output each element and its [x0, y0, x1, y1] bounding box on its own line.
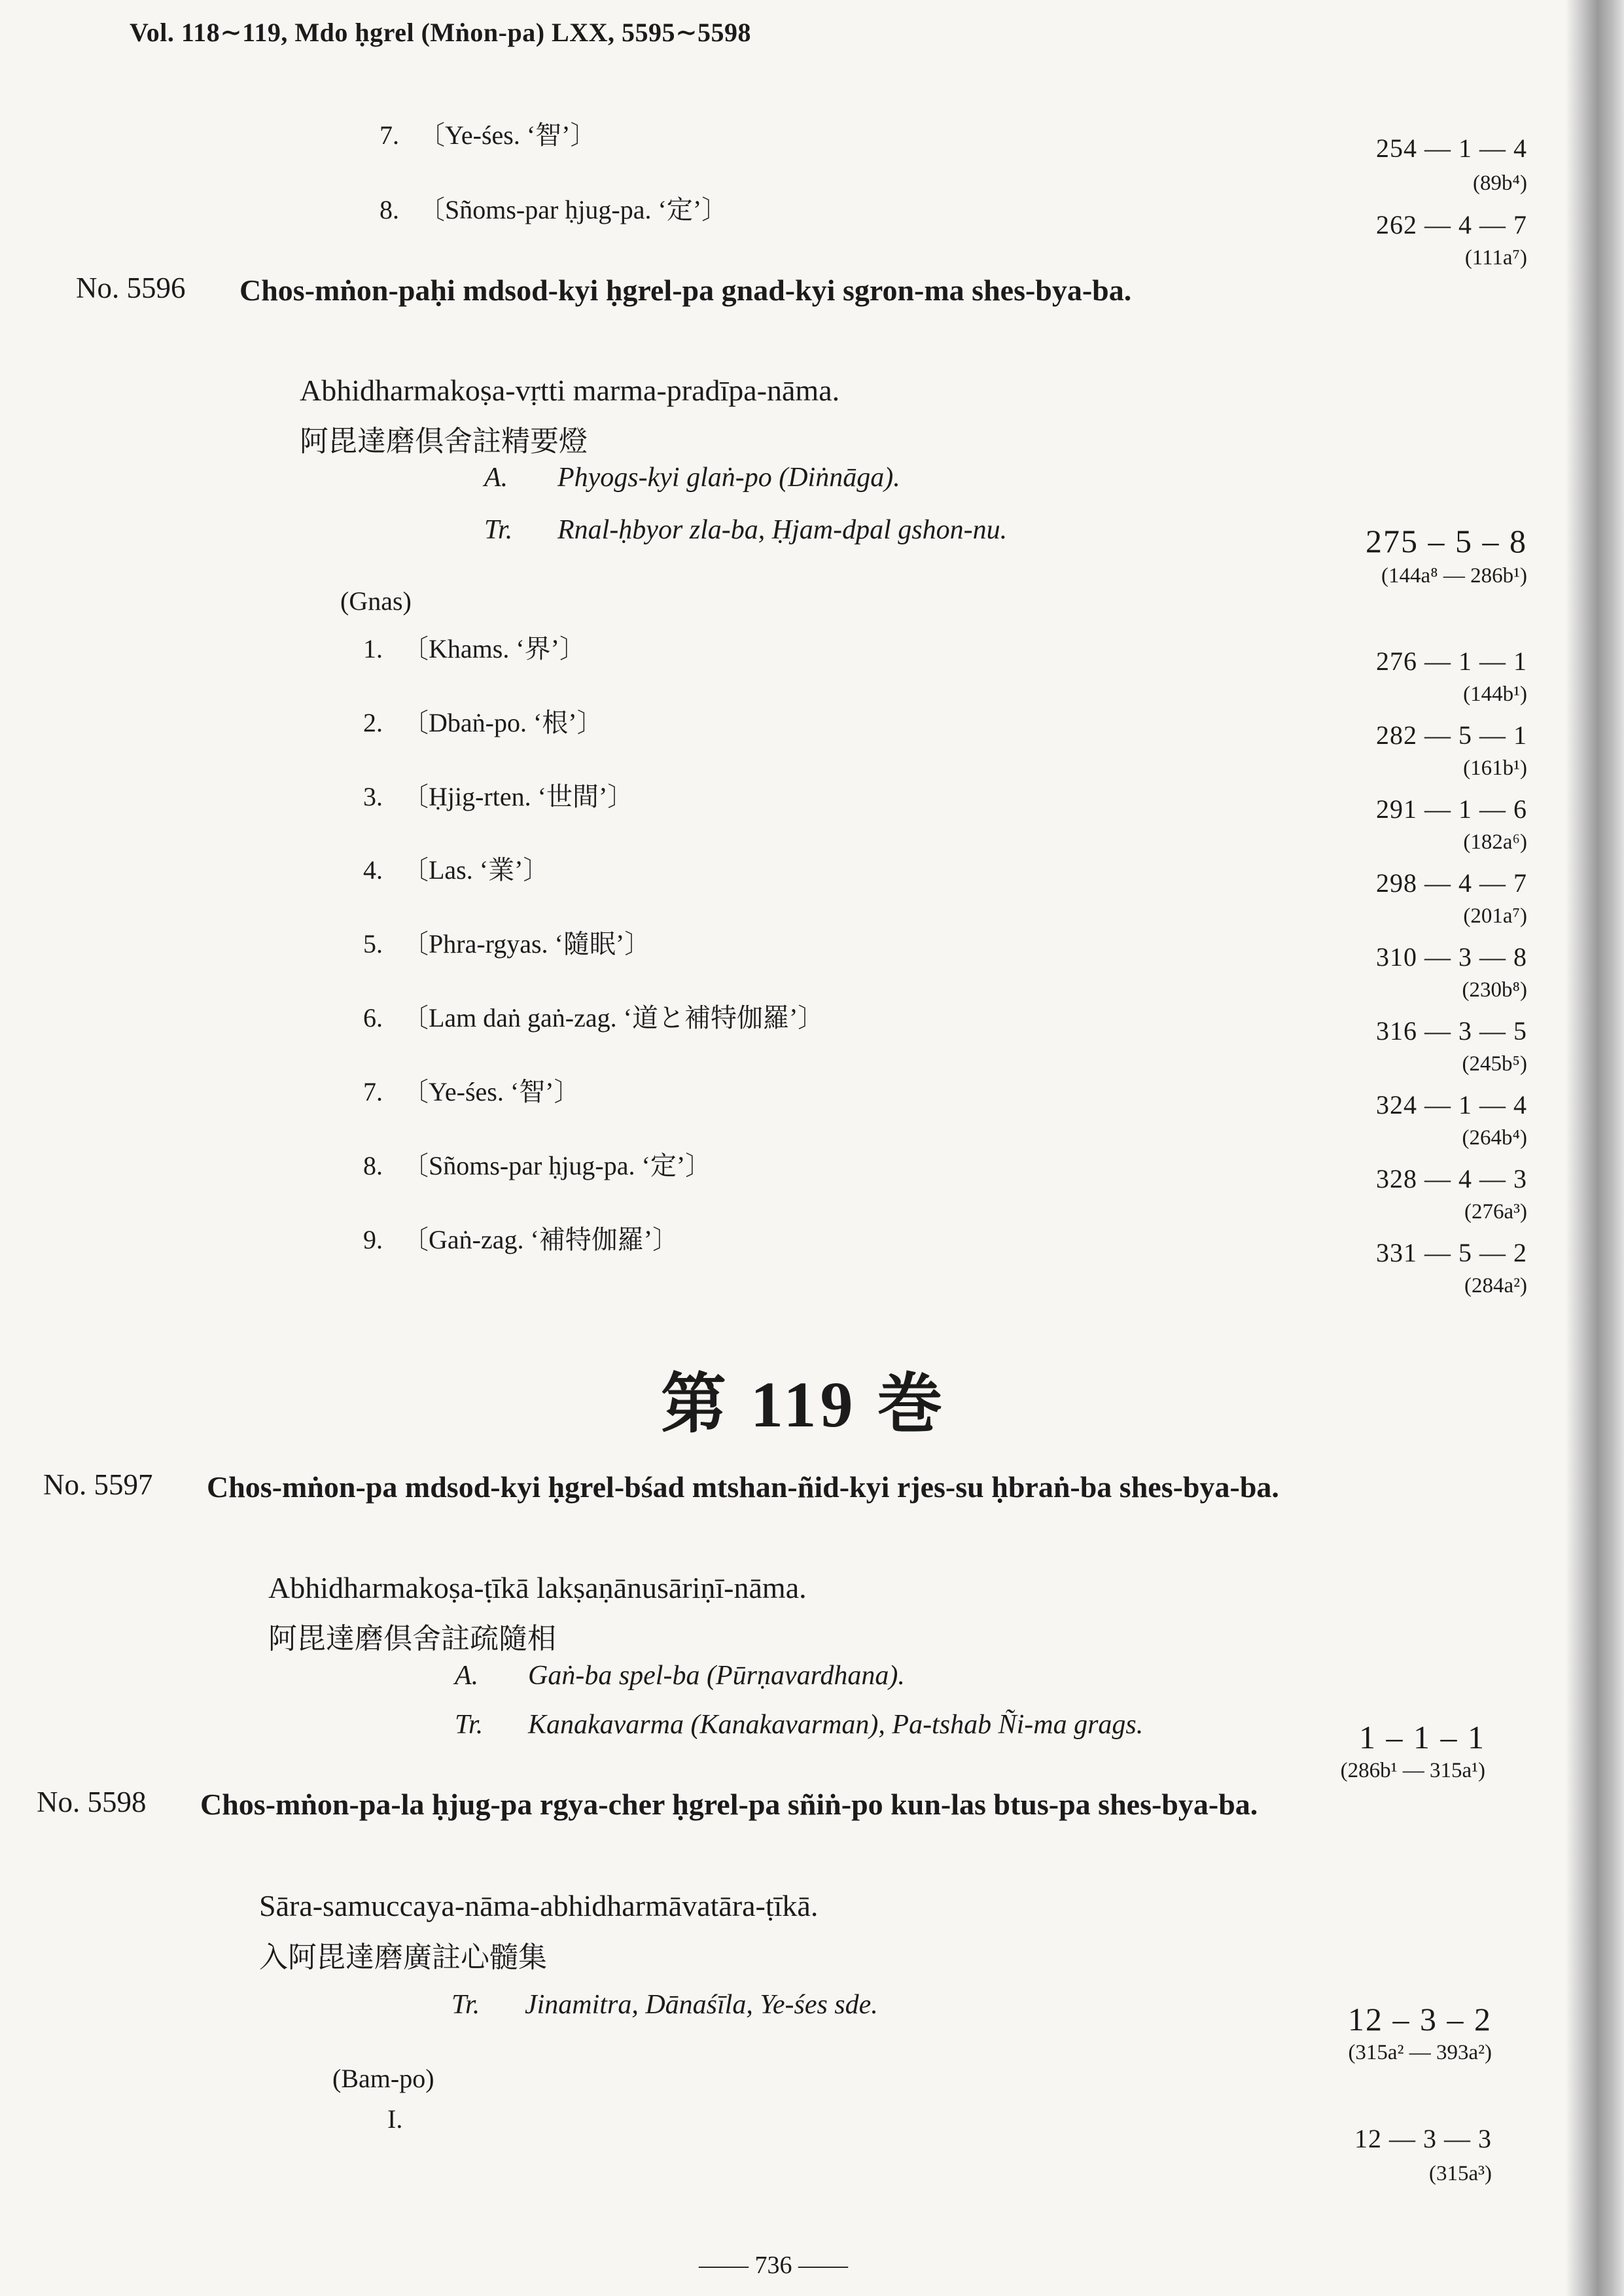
folio-ref: (315a² — 393a²): [1348, 2041, 1492, 2064]
section-label: (Gnas): [340, 586, 412, 616]
page-number: —— 736 ——: [699, 2252, 848, 2279]
list-item: 3. 〔Ḥjig-rten. ‘世間’〕: [363, 782, 634, 811]
translator-line: Tr. Rnal-ḥbyor zla-ba, Ḥjam-dpal gshon-nu.: [484, 515, 1008, 545]
volume-ref: 324 — 1 — 4: [1376, 1090, 1527, 1120]
folio-ref: (144b¹): [1463, 682, 1527, 706]
folio-ref: (89b⁴): [1473, 171, 1527, 195]
entry-number: No. 5598: [37, 1786, 147, 1818]
volume-ref: 275 – 5 – 8: [1366, 523, 1527, 559]
list-item: 9. 〔Gaṅ-zag. ‘補特伽羅’〕: [363, 1225, 679, 1254]
folio-ref: (286b¹ — 315a¹): [1340, 1759, 1485, 1782]
sanskrit-title: Sāra-samuccaya-nāma-abhidharmāvatāra-ṭīkā.: [259, 1889, 819, 1922]
volume-ref: 298 — 4 — 7: [1376, 868, 1527, 898]
folio-ref: (144a⁸ — 286b¹): [1381, 564, 1527, 588]
folio-ref: (284a²): [1464, 1274, 1527, 1298]
volume-ref: 282 — 5 — 1: [1376, 720, 1527, 750]
list-item: 5. 〔Phra-rgyas. ‘隨眠’〕: [363, 929, 651, 959]
volume-ref: 1 – 1 – 1: [1359, 1719, 1485, 1756]
list-item: 1. 〔Khams. ‘界’〕: [363, 634, 586, 663]
list-item: 4. 〔Las. ‘業’〕: [363, 855, 550, 885]
volume-ref: 12 — 3 — 3: [1354, 2124, 1492, 2153]
sanskrit-title: Abhidharmakoṣa-vṛtti marma-pradīpa-nāma.: [300, 374, 840, 407]
translator-line: Tr. Jinamitra, Dānaśīla, Ye-śes sde.: [451, 1990, 878, 2020]
chinese-title: 入阿毘達磨廣註心髓集: [259, 1941, 547, 1974]
volume-ref: 328 — 4 — 3: [1376, 1164, 1527, 1193]
entry-number: No. 5597: [43, 1468, 153, 1501]
list-item: 8. 〔Sñoms-par ḥjug-pa. ‘定’〕: [363, 1151, 712, 1180]
list-item: 6. 〔Lam daṅ gaṅ-zag. ‘道と補特伽羅’〕: [363, 1003, 824, 1033]
folio-ref: (315a³): [1428, 2162, 1492, 2185]
folio-ref: (201a⁷): [1463, 904, 1527, 928]
volume-ref: 291 — 1 — 6: [1376, 794, 1527, 824]
folio-ref: (276a³): [1464, 1200, 1527, 1224]
volume-ref: 310 — 3 — 8: [1376, 942, 1527, 972]
folio-ref: (264b⁴): [1462, 1126, 1527, 1150]
folio-ref: (111a⁷): [1464, 246, 1527, 270]
volume-ref: 254 — 1 — 4: [1376, 133, 1527, 163]
entry-title: Chos-mṅon-pa mdsod-kyi ḥgrel-bśad mtshan-ñid-kyi rjes-su ḥbraṅ-ba shes-bya-ba.: [207, 1470, 1279, 1504]
entry-title: Chos-mṅon-pa-la ḥjug-pa rgya-cher ḥgrel-pa sñiṅ-po kun-las btus-pa shes-bya-ba.: [200, 1788, 1258, 1821]
list-item: I.: [387, 2104, 403, 2134]
running-header: Vol. 118∼119, Mdo ḥgrel (Mṅon-pa) LXX, 5595∼5598: [130, 18, 751, 47]
author-line: A. Phyogs-kyi glaṅ-po (Diṅnāga).: [484, 463, 900, 493]
entry-title: Chos-mṅon-paḥi mdsod-kyi ḥgrel-pa gnad-kyi sgron-ma shes-bya-ba.: [239, 274, 1132, 307]
list-item: 7. 〔Ye-śes. ‘智’〕: [380, 120, 597, 150]
entry-number: No. 5596: [76, 272, 186, 304]
folio-ref: (230b⁸): [1462, 978, 1527, 1002]
list-item: 8. 〔Sñoms-par ḥjug-pa. ‘定’〕: [380, 195, 728, 224]
chinese-title: 阿毘達磨倶舍註疏隨相: [268, 1622, 556, 1655]
list-item: 7. 〔Ye-śes. ‘智’〕: [363, 1077, 580, 1106]
chinese-title: 阿毘達磨倶舍註精要燈: [300, 425, 588, 458]
list-item: 2. 〔Dbaṅ-po. ‘根’〕: [363, 708, 603, 737]
volume-ref: 316 — 3 — 5: [1376, 1016, 1527, 1046]
volume-ref: 276 — 1 — 1: [1376, 646, 1527, 676]
sanskrit-title: Abhidharmakoṣa-ṭīkā lakṣaṇānusāriṇī-nāma.: [268, 1571, 807, 1604]
scan-edge-shadow: [1565, 0, 1624, 2296]
volume-ref: 331 — 5 — 2: [1376, 1238, 1527, 1267]
author-line: A. Gaṅ-ba spel-ba (Pūrṇavardhana).: [455, 1661, 905, 1691]
folio-ref: (161b¹): [1463, 756, 1527, 780]
volume-ref: 262 — 4 — 7: [1376, 210, 1527, 239]
section-label: (Bam-po): [332, 2064, 434, 2093]
folio-ref: (245b⁵): [1462, 1052, 1527, 1076]
translator-line: Tr. Kanakavarma (Kanakavarman), Pa-tshab Ñi-ma grags.: [455, 1710, 1144, 1740]
volume-ref: 12 – 3 – 2: [1348, 2001, 1492, 2038]
volume-heading: 第 119 巻: [661, 1368, 947, 1441]
folio-ref: (182a⁶): [1463, 830, 1527, 854]
